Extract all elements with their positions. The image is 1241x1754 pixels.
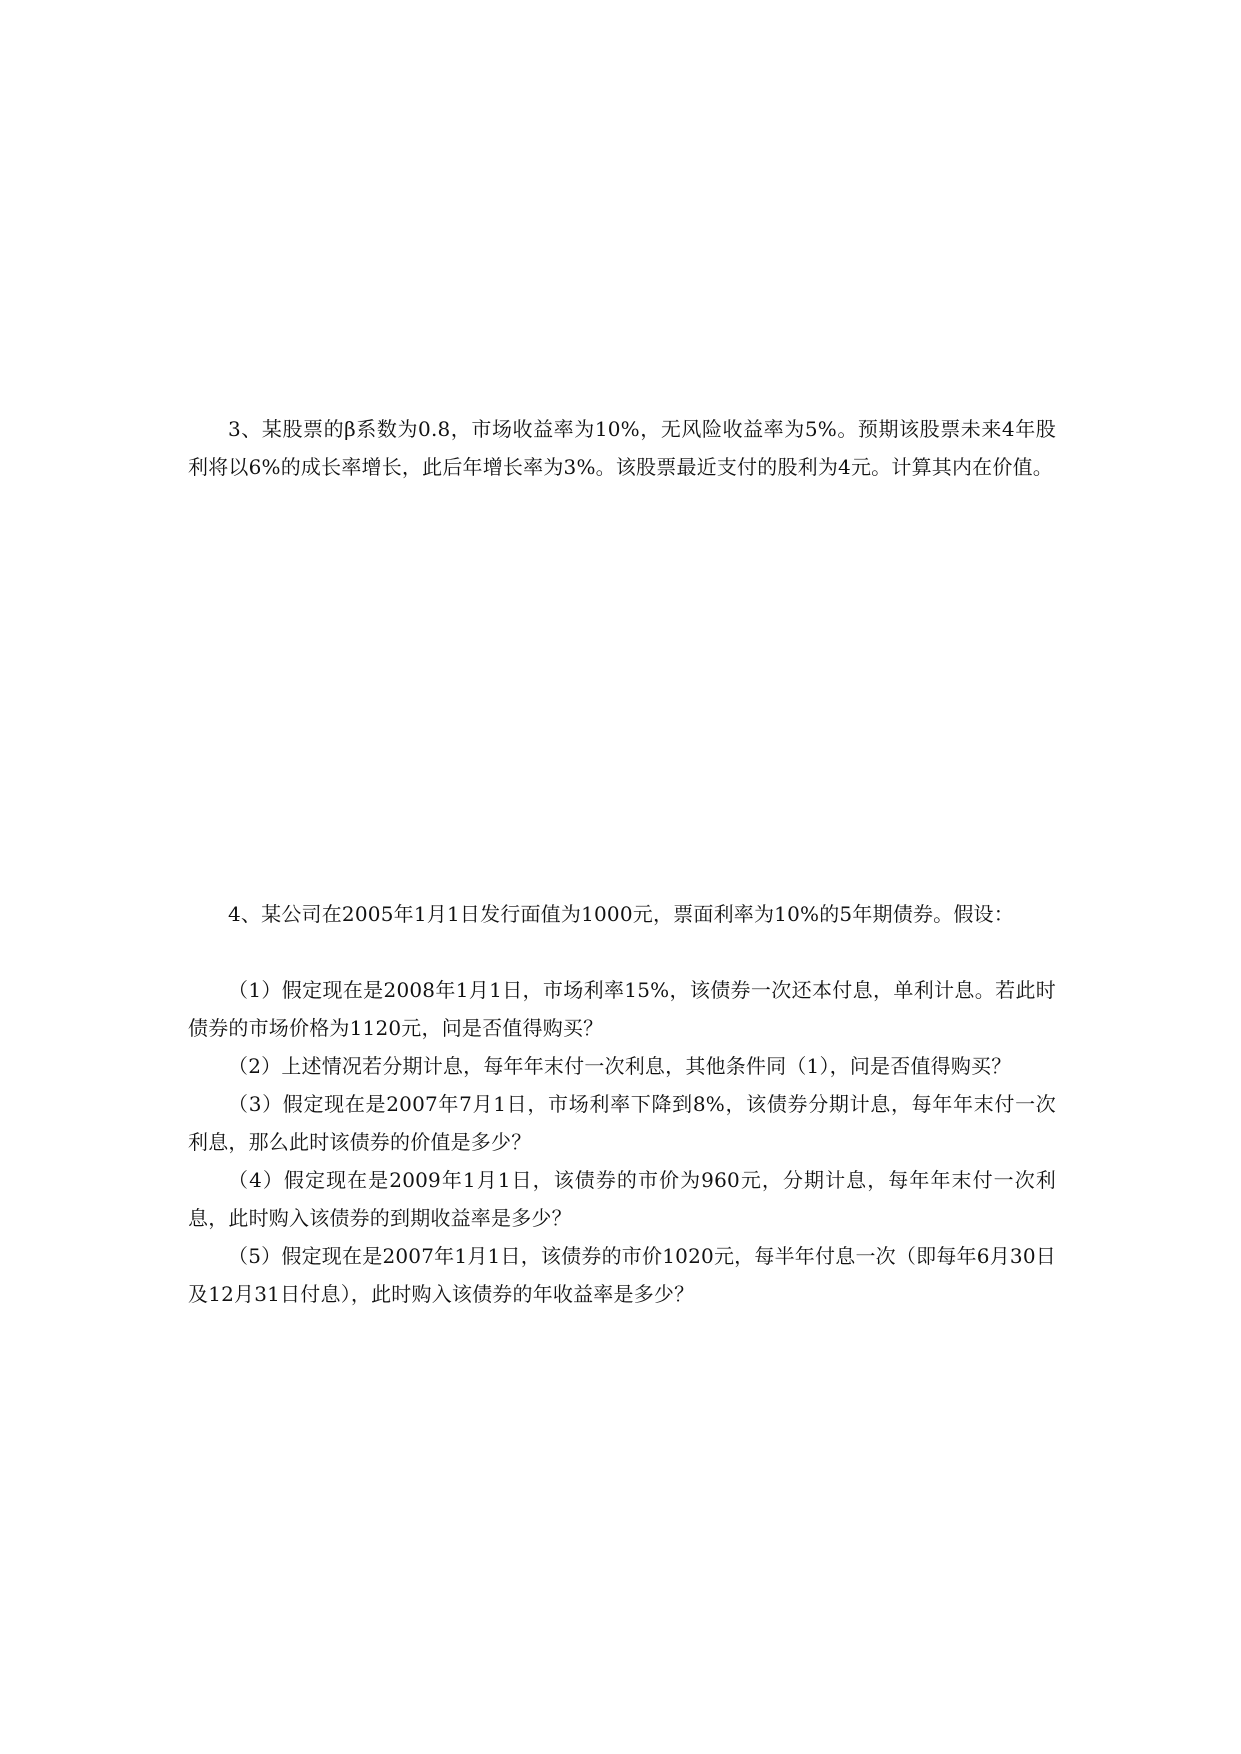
- question-4-item-5: （5）假定现在是2007年1月1日，该债券的市价1020元，每半年付息一次（即每年6月30日及12月31日付息），此时购入该债券的年收益率是多少？: [188, 1244, 1056, 1306]
- question-3-text: 3、某股票的β系数为0.8，市场收益率为10%，无风险收益率为5%。预期该股票未来4年股利将以6%的成长率增长，此后年增长率为3%。该股票最近支付的股利为4元。计算其内在价值。: [188, 417, 1056, 479]
- question-4-item-1: （1）假定现在是2008年1月1日，市场利率15%，该债券一次还本付息，单利计息。若此时债券的市场价格为1120元，问是否值得购买？: [188, 978, 1056, 1040]
- question-4-item-4: （4）假定现在是2009年1月1日，该债券的市价为960元，分期计息，每年年末付一次利息，此时购入该债券的到期收益率是多少？: [188, 1168, 1056, 1230]
- question-4-intro: 4、某公司在2005年1月1日发行面值为1000元，票面利率为10%的5年期债券。假设：: [228, 902, 1014, 926]
- question-4-item-2: （2）上述情况若分期计息，每年年末付一次利息，其他条件同（1），问是否值得购买？: [228, 1054, 1012, 1078]
- question-4-item-3: （3）假定现在是2007年7月1日，市场利率下降到8%，该债券分期计息，每年年末付一次利息，那么此时该债券的价值是多少？: [188, 1092, 1056, 1154]
